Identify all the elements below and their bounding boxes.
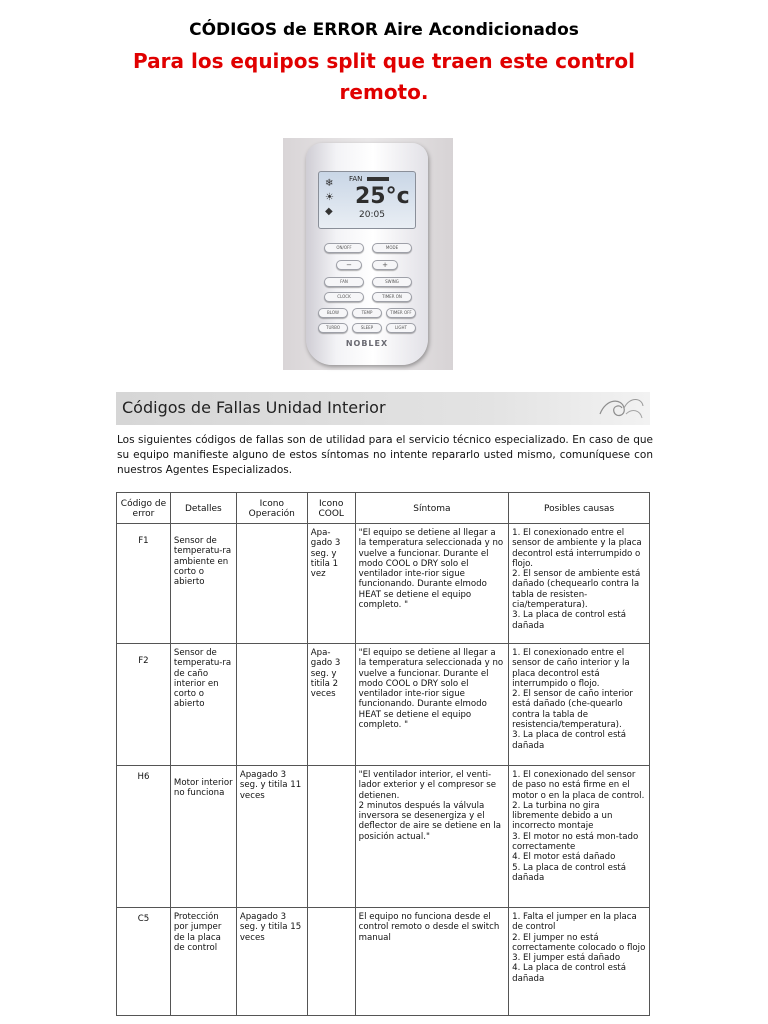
header-cool-icon: Icono COOL xyxy=(307,493,355,524)
header-causes: Posibles causas xyxy=(509,493,650,524)
brand-logo: NOBLEX xyxy=(345,339,389,348)
table-row xyxy=(117,766,650,908)
remote-button-onoff: ON/OFF xyxy=(324,243,364,253)
remote-button-timer-on: TIMER ON xyxy=(372,292,412,302)
cell-cool-icon: Apa-gado 3 seg. y titila 2 veces xyxy=(307,644,355,766)
section-intro: Los siguientes códigos de fallas son de utilidad para el servicio técnico especializado. En caso de que su equipo manifieste alguno de estos síntomas no intente repararlo usted mismo, comuníquese con nuestros Agentes Especializados. xyxy=(117,434,653,476)
drop-icon: ◆ xyxy=(325,206,333,217)
table-row xyxy=(117,908,650,1016)
remote-button-temp: TEMP xyxy=(352,308,382,318)
table-row xyxy=(117,524,650,644)
section-header xyxy=(116,392,650,425)
error-codes-table xyxy=(116,492,650,1016)
cell-causes: 1. El conexionado del sensor de paso no está firme en el motor o en la placa de control. 2. La turbina no gira libremente debido a un incorrecto montaje 3. El motor no está mon-tado correctamente 4. El motor está dañado 5. La placa de control está dañada xyxy=(509,766,650,908)
cell-cool-icon xyxy=(307,908,355,1016)
cell-details: Sensor de temperatu-ra de caño interior en corto o abierto xyxy=(170,644,236,766)
cell-causes: 1. El conexionado entre el sensor de ambiente y la placa decontrol está interrumpido o flojo. 2. El sensor de ambiente está dañado (chequearlo contra la tabla de resisten-cia/temperatura). 3. La placa de control está dañada xyxy=(509,524,650,644)
header-details: Detalles xyxy=(170,493,236,524)
cell-details: Motor interior no funciona xyxy=(170,766,236,908)
cell-code: C5 xyxy=(117,908,171,1016)
remote-button-minus: − xyxy=(336,260,362,270)
remote-control xyxy=(306,143,428,365)
header-symptom: Síntoma xyxy=(355,493,508,524)
remote-button-turbo: TURBO xyxy=(318,323,348,333)
cell-op-icon xyxy=(236,524,307,644)
cell-code: F2 xyxy=(117,644,171,766)
lcd-fan-bars xyxy=(367,177,389,181)
header-code: Código de error xyxy=(117,493,171,524)
cell-op-icon: Apagado 3 seg. y titila 15 veces xyxy=(236,908,307,1016)
cell-code: F1 xyxy=(117,524,171,644)
lcd-time: 20:05 xyxy=(359,210,385,220)
remote-button-mode: MODE xyxy=(372,243,412,253)
sun-icon: ☀ xyxy=(325,192,334,203)
cell-op-icon xyxy=(236,644,307,766)
remote-button-blow: BLOW xyxy=(318,308,348,318)
cell-cool-icon: Apa-gado 3 seg. y titila 1 vez xyxy=(307,524,355,644)
cell-causes: 1. Falta el jumper en la placa de control 2. El jumper no está correctamente colocado o flojo 3. El jumper está dañado 4. La placa de control está dañada xyxy=(509,908,650,1016)
page-title: CÓDIGOS de ERROR Aire Acondicionados xyxy=(189,20,579,40)
cell-details: Protección por jumper de la placa de control xyxy=(170,908,236,1016)
snowflake-icon: ❄ xyxy=(325,178,334,189)
header-op-icon: Icono Operación xyxy=(236,493,307,524)
table-row xyxy=(117,644,650,766)
page-subtitle: Para los equipos split que traen este control remoto. xyxy=(133,49,635,104)
remote-button-clock: CLOCK xyxy=(324,292,364,302)
remote-button-light: LIGHT xyxy=(386,323,416,333)
remote-control-photo xyxy=(283,138,453,370)
cell-op-icon: Apagado 3 seg. y titila 11 veces xyxy=(236,766,307,908)
cell-symptom: "El equipo se detiene al llegar a la temperatura seleccionada y no vuelve a funcionar. Durante el modo COOL o DRY solo el ventilador inte-rior sigue funcionando. Durante elmodo HEAT se detiene el equipo completo. " xyxy=(355,644,508,766)
remote-button-timer-off: TIMER OFF xyxy=(386,308,416,318)
remote-button-plus: + xyxy=(372,260,398,270)
decorative-swirl-icon xyxy=(596,394,646,422)
cell-causes: 1. El conexionado entre el sensor de caño interior y la placa decontrol está interrumpido o flojo. 2. El sensor de caño interior está dañado (che-quearlo contra la tabla de resistencia/temperatura). 3. La placa de control está dañada xyxy=(509,644,650,766)
lcd-temperature: 25°c xyxy=(355,184,410,209)
cell-details: Sensor de temperatu-ra ambiente en corto o abierto xyxy=(170,524,236,644)
remote-button-sleep: SLEEP xyxy=(352,323,382,333)
remote-lcd-display xyxy=(318,171,416,229)
cell-code: H6 xyxy=(117,766,171,908)
section-title: Códigos de Fallas Unidad Interior xyxy=(122,398,386,417)
cell-symptom: El equipo no funciona desde el control remoto o desde el switch manual xyxy=(355,908,508,1016)
cell-symptom: "El ventilador interior, el venti-lador exterior y el compresor se detienen. 2 minutos después la válvula inversora se desenergiza y el deflector de aire se detiene en la posición actual." xyxy=(355,766,508,908)
remote-button-swing: SWING xyxy=(372,277,412,287)
cell-symptom: "El equipo se detiene al llegar a la temperatura seleccionada y no vuelve a funcionar. Durante el modo COOL o DRY solo el ventilador inte-rior sigue funcionando. Durante elmodo HEAT se detiene el equipo completo. " xyxy=(355,524,508,644)
remote-button-fan: FAN xyxy=(324,277,364,287)
cell-cool-icon xyxy=(307,766,355,908)
table-header-row xyxy=(117,493,650,524)
lcd-fan-label: FAN xyxy=(349,175,363,183)
